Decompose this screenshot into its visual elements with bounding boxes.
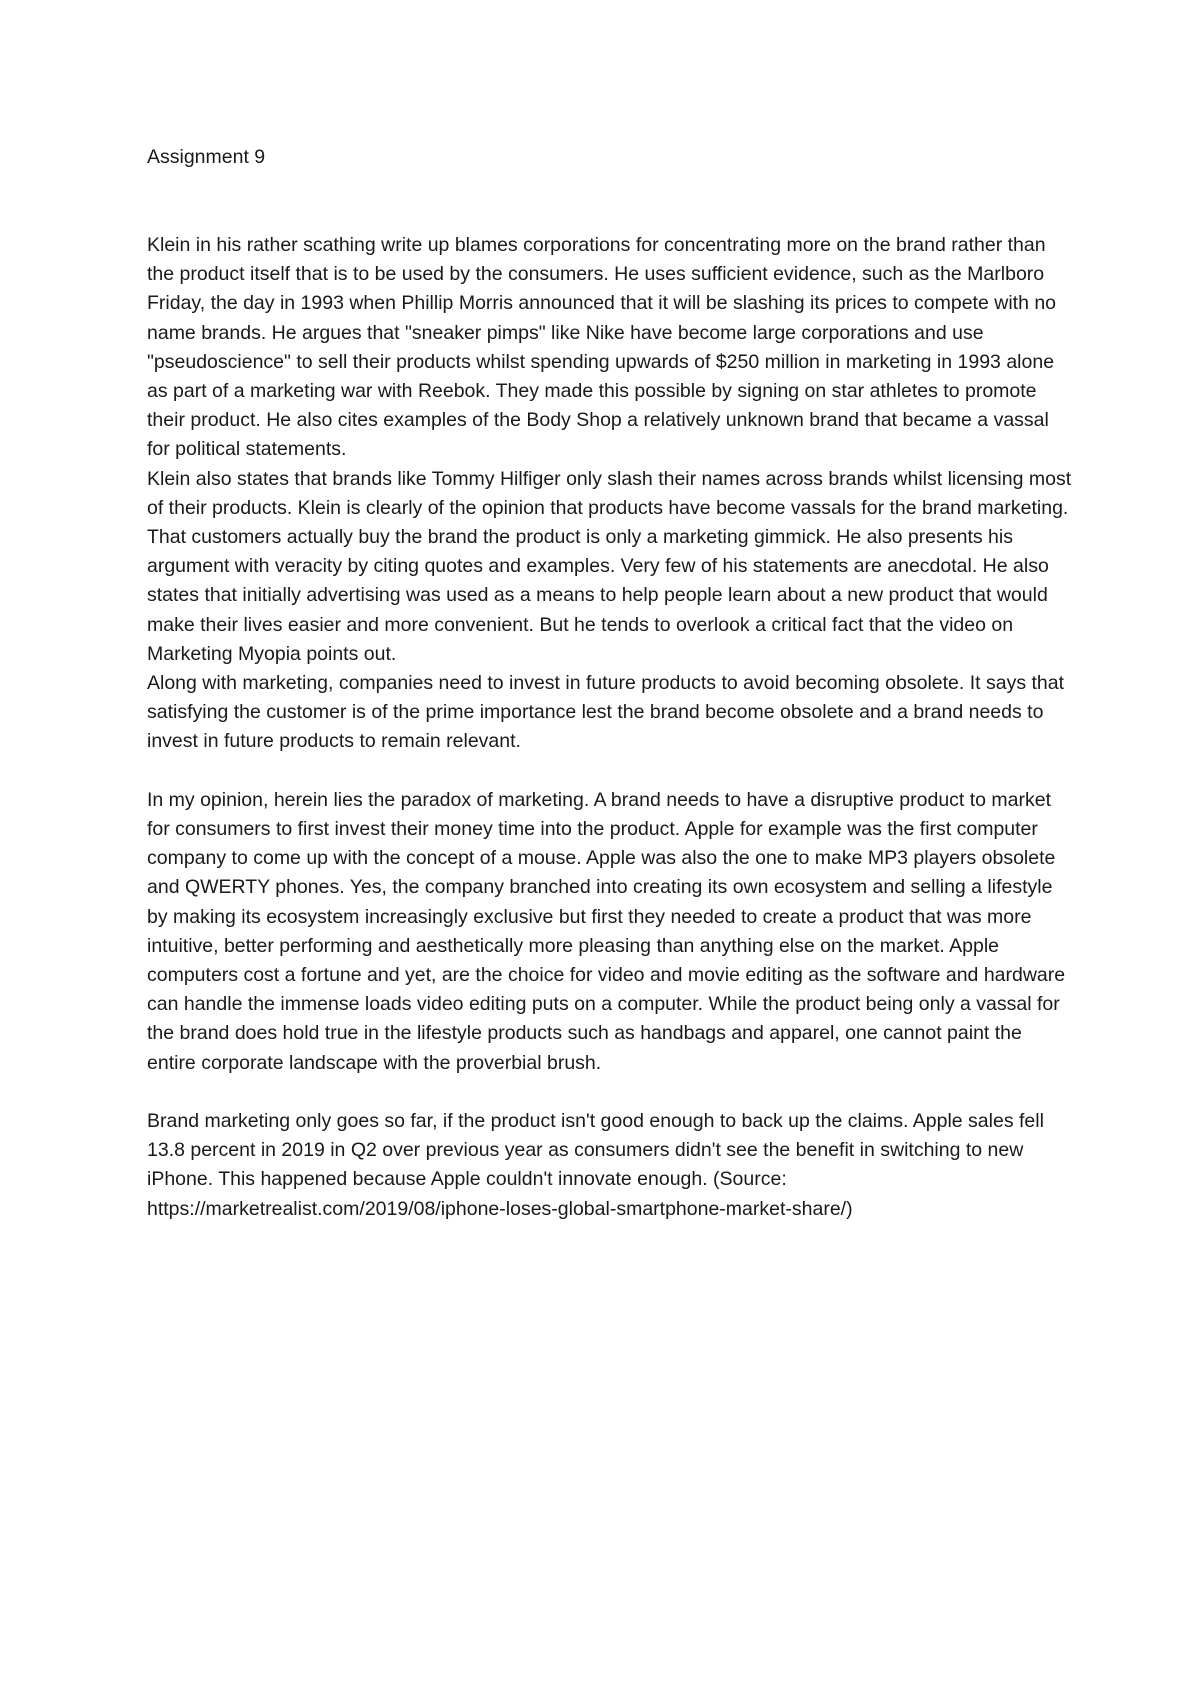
- paragraph-2: Klein also states that brands like Tommy Hilfiger only slash their names across brands whilst licensing most of their products. Klein is clearly of the opinion that products have become vassals for the brand marketing. That customers actually buy the brand the product is only a marketing gimmick. He also presents his argument with veracity by citing quotes and examples. Very few of his statements are anecdotal. He also states that initially advertising was used as a means to help people learn about a new product that would make their lives easier and more convenient. But he tends to overlook a critical fact that the video on Marketing Myopia points out.: [147, 467, 1072, 665]
- paragraph-spacer: [147, 1078, 1072, 1107]
- paragraph-5: Brand marketing only goes so far, if the product isn't good enough to back up the claims. Apple sales fell 13.8 percent in 2019 in Q2 over previous year as consumers didn't see the benefit in switching to new iPhone. This happened because Apple couldn't innovate enough. (Source: https://marketrealist.com/2019/08/iphone-loses-global-smartphone-market-share/): [147, 1110, 1044, 1220]
- paragraph-spacer: [147, 757, 1072, 786]
- paragraph-4: In my opinion, herein lies the paradox of marketing. A brand needs to have a disruptive product to market for consumers to first invest their money time into the product. Apple for example was the first computer company to come up with the concept of a mouse. Apple was also the one to make MP3 players obsolete and QWERTY phones. Yes, the company branched into creating its own ecosystem and selling a lifestyle by making its ecosystem increasingly exclusive but first they needed to create a product that was more intuitive, better performing and aesthetically more pleasing than anything else on the market. Apple computers cost a fortune and yet, are the choice for video and movie editing as the software and hardware can handle the immense loads video editing puts on a computer. While the product being only a vassal for the brand does hold true in the lifestyle products such as handbags and apparel, one cannot paint the entire corporate landscape with the proverbial brush.: [147, 788, 1066, 1074]
- paragraph-3: Along with marketing, companies need to invest in future products to avoid becoming obsolete. It says that satisfying the customer is of the prime importance lest the brand become obsolete and a brand needs to invest in future products to remain relevant.: [147, 672, 1065, 753]
- document-title: Assignment 9: [147, 146, 266, 168]
- document-body: [147, 143, 1072, 1224]
- paragraph-1: Klein in his rather scathing write up blames corporations for concentrating more on the brand rather than the product itself that is to be used by the consumers. He uses sufficient evidence, such as the Marlboro Friday, the day in 1993 when Phillip Morris announced that it will be slashing its prices to compete with no name brands. He argues that "sneaker pimps" like Nike have become large corporations and use "pseudoscience" to sell their products whilst spending upwards of $250 million in marketing in 1993 alone as part of a marketing war with Reebok. They made this possible by signing on star athletes to promote their product. He also cites examples of the Body Shop a relatively unknown brand that became a vassal for political statements.: [147, 234, 1057, 461]
